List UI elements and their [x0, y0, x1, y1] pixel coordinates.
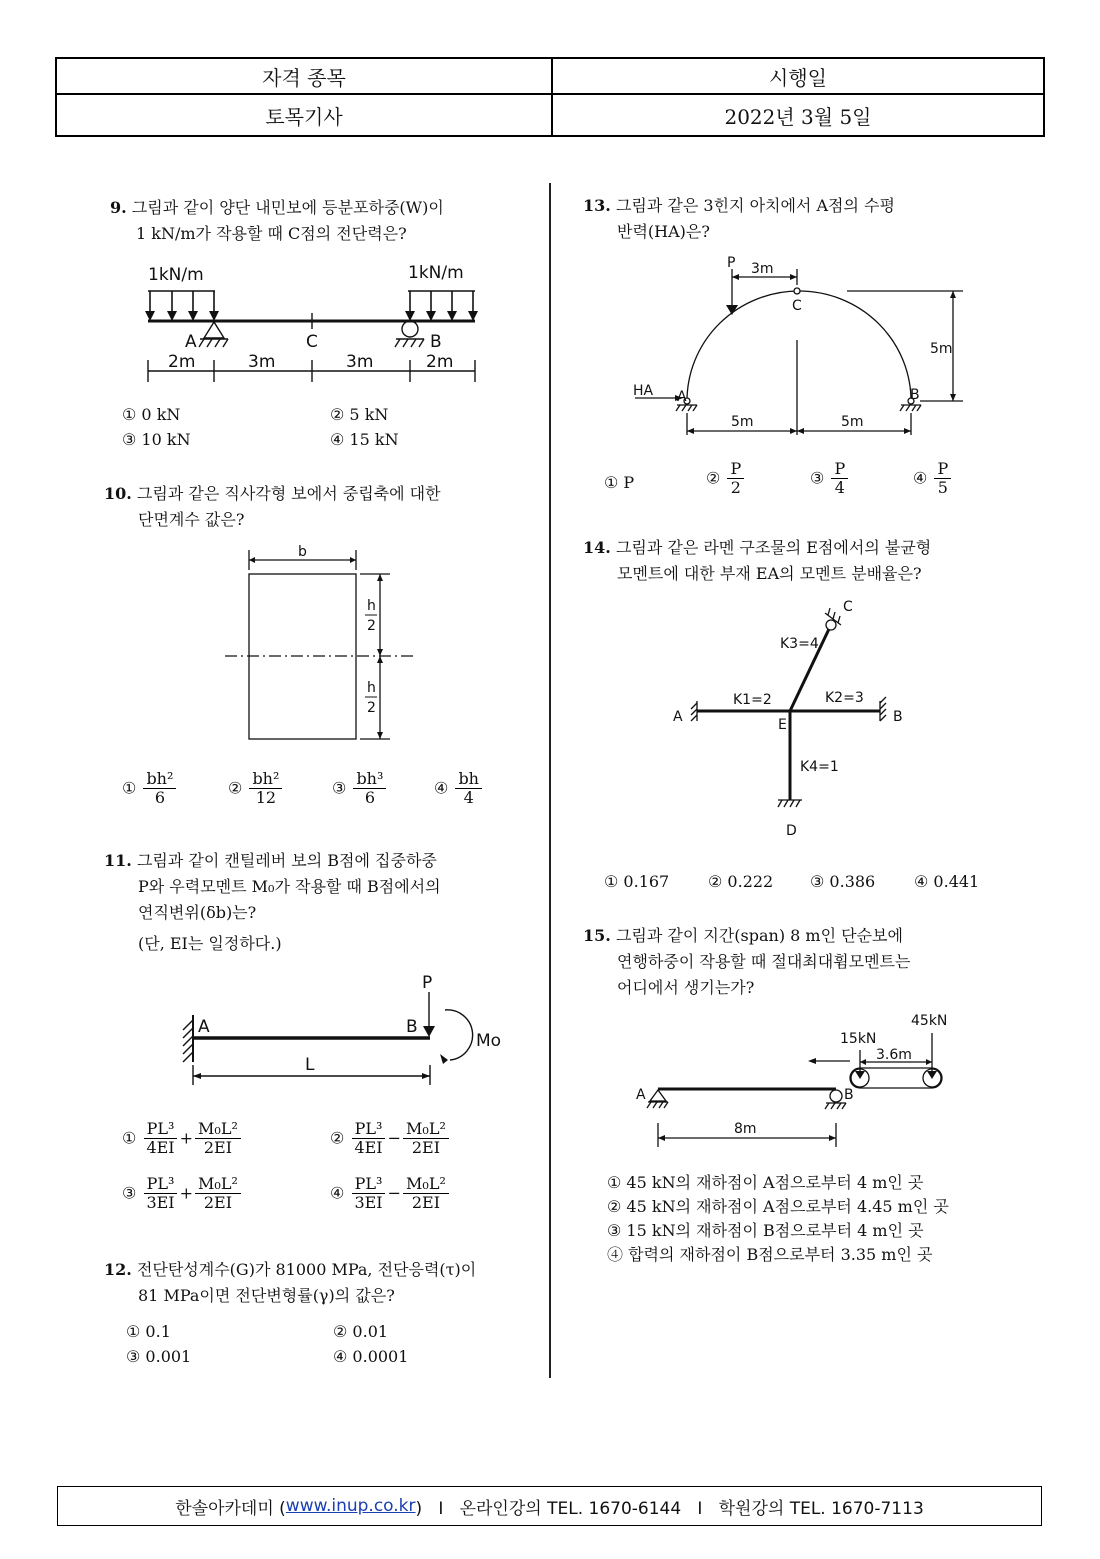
q13-load-p: P — [727, 255, 736, 271]
question-11 — [104, 848, 441, 962]
fraction-numerator: bh³ — [353, 770, 386, 789]
q10-half-height-bottom: h — [367, 680, 376, 696]
q9-option-1[interactable]: ① 0 kN — [122, 405, 181, 424]
q11-point-b: B — [406, 1017, 418, 1037]
q13-figure — [625, 255, 970, 435]
q14-option-2[interactable]: ② 0.222 — [708, 872, 774, 891]
question-10 — [104, 481, 441, 533]
option-mark: ④ — [913, 468, 928, 488]
fraction-numerator: PL³ — [144, 1175, 178, 1194]
q11-length-l: L — [305, 1055, 315, 1075]
operator: + — [179, 1183, 194, 1203]
question-number: 10. — [104, 484, 132, 503]
q14-node-e: E — [778, 717, 787, 733]
fraction-numerator: M₀L² — [195, 1120, 241, 1139]
q14-option-3[interactable]: ③ 0.386 — [810, 872, 876, 891]
option-mark: ③ — [810, 468, 825, 488]
q9-dim-1: 2m — [168, 352, 196, 372]
q11-point-a: A — [198, 1017, 210, 1037]
q14-node-c: C — [843, 599, 853, 615]
fraction-denominator: 4EI — [146, 1138, 175, 1158]
header-label-date: 시행일 — [769, 65, 827, 90]
question-number: 14. — [583, 538, 611, 557]
question-text: 1 kN/m가 작용할 때 C점의 전단력은? — [136, 224, 407, 243]
question-14 — [583, 535, 931, 587]
q14-stiffness-k2: K2=3 — [825, 690, 864, 706]
q14-node-b: B — [893, 709, 903, 725]
q14-option-4[interactable]: ④ 0.441 — [914, 872, 980, 891]
q15-option-1[interactable]: ① 45 kN의 재하점이 A점으로부터 4 m인 곳 — [607, 1173, 924, 1192]
question-text: 그림과 같이 지간(span) 8 m인 단순보에 — [615, 926, 903, 945]
q15-support-a: A — [636, 1087, 646, 1103]
fraction-denominator: 3EI — [354, 1193, 383, 1213]
q14-figure — [665, 595, 915, 840]
fraction-denominator: 3EI — [146, 1193, 175, 1213]
fraction-numerator: M₀L² — [195, 1175, 241, 1194]
fraction-numerator: P — [831, 460, 848, 479]
option-mark: ③ — [122, 1183, 137, 1203]
q15-span: 8m — [734, 1121, 757, 1137]
q13-option-3[interactable] — [810, 460, 850, 498]
q13-support-b: B — [910, 387, 920, 403]
fraction-numerator: bh² — [249, 770, 282, 789]
question-text: 81 MPa이면 전단변형률(γ)의 값은? — [138, 1286, 395, 1305]
footer-brand: 한솔아카데미 ( — [175, 1498, 286, 1519]
fraction-numerator: PL³ — [352, 1175, 386, 1194]
fraction-numerator: PL³ — [352, 1120, 386, 1139]
question-text: 그림과 같은 직사각형 보에서 중립축에 대한 — [136, 484, 441, 503]
q12-option-4[interactable]: ④ 0.0001 — [333, 1347, 409, 1366]
question-text: 반력(HA)은? — [617, 222, 710, 241]
q10-option-3[interactable] — [332, 770, 388, 808]
q11-option-1[interactable] — [122, 1120, 243, 1158]
fraction-denominator: 4 — [463, 788, 474, 808]
q10-half-height-bottom-den: 2 — [367, 700, 376, 716]
question-text: 연직변위(δb)는? — [138, 903, 257, 922]
q13-hinge-c: C — [792, 298, 802, 314]
q9-load-left-label: 1kN/m — [148, 265, 204, 285]
footer-website-link[interactable]: www.inup.co.kr — [285, 1496, 416, 1516]
option-mark: ② — [330, 1128, 345, 1148]
q11-moment-m: Mo — [476, 1031, 502, 1051]
q13-top-dim: 3m — [751, 261, 774, 277]
option-mark: ② — [228, 778, 243, 798]
question-text: P와 우력모멘트 M₀가 작용할 때 B점에서의 — [138, 877, 441, 896]
header-label-subject: 자격 종목 — [262, 65, 346, 90]
header-value-date: 2022년 3월 5일 — [724, 104, 872, 129]
fraction-denominator: 2EI — [203, 1138, 233, 1158]
question-text: 연행하중이 작용할 때 절대최대휨모멘트는 — [617, 952, 911, 971]
q9-point-a: A — [185, 332, 197, 352]
q10-option-2[interactable] — [228, 770, 284, 808]
q15-load-15kn: 15kN — [840, 1031, 877, 1047]
q12-option-1[interactable]: ① 0.1 — [126, 1322, 171, 1341]
fraction-denominator: 2EI — [411, 1138, 441, 1158]
q10-option-1[interactable] — [122, 770, 178, 808]
q15-option-4[interactable]: ④ 합력의 재하점이 B점으로부터 3.35 m인 곳 — [607, 1245, 933, 1264]
q15-option-3[interactable]: ③ 15 kN의 재하점이 B점으로부터 4 m인 곳 — [607, 1221, 924, 1240]
q10-half-height-top-den: 2 — [367, 618, 376, 634]
question-text: 어디에서 생기는가? — [617, 978, 755, 997]
q9-point-b: B — [430, 332, 442, 352]
question-text: 단면계수 값은? — [138, 510, 245, 529]
q9-figure — [130, 255, 500, 390]
q13-reaction-ha: HA — [633, 383, 654, 399]
q14-stiffness-k3: K3=4 — [780, 636, 819, 652]
q9-option-4[interactable]: ④ 15 kN — [330, 430, 399, 449]
q14-stiffness-k4: K4=1 — [800, 759, 839, 775]
fraction-numerator: M₀L² — [403, 1120, 449, 1139]
q9-point-c: C — [306, 332, 318, 352]
q15-figure — [630, 1005, 960, 1150]
fraction-numerator: M₀L² — [403, 1175, 449, 1194]
question-9 — [110, 195, 444, 247]
q10-half-height-top: h — [367, 598, 376, 614]
fraction-denominator: 2EI — [411, 1193, 441, 1213]
fraction-denominator: 4EI — [354, 1138, 383, 1158]
q14-option-1[interactable]: ① 0.167 — [604, 872, 670, 891]
fraction-numerator: bh — [455, 770, 482, 789]
q15-option-2[interactable]: ② 45 kN의 재하점이 A점으로부터 4.45 m인 곳 — [607, 1197, 949, 1216]
question-text: 그림과 같이 캔틸레버 보의 B점에 집중하중 — [136, 851, 437, 870]
question-text: 그림과 같은 라멘 구조물의 E점에서의 불균형 — [615, 538, 932, 557]
header-value-subject: 토목기사 — [265, 104, 343, 129]
question-15 — [583, 923, 910, 1001]
q12-option-3[interactable]: ③ 0.001 — [126, 1347, 192, 1366]
q13-span-left: 5m — [731, 414, 754, 430]
fraction-denominator: 12 — [255, 788, 277, 808]
q15-load-spacing: 3.6m — [876, 1047, 912, 1063]
fraction-denominator: 5 — [937, 478, 948, 498]
q13-option-4[interactable] — [913, 460, 953, 498]
operator: − — [387, 1128, 402, 1148]
question-text: 모멘트에 대한 부재 EA의 모멘트 분배율은? — [617, 564, 922, 583]
question-number: 15. — [583, 926, 611, 945]
q9-option-3[interactable]: ③ 10 kN — [122, 430, 191, 449]
question-number: 11. — [104, 851, 132, 870]
q11-option-4[interactable] — [330, 1175, 451, 1213]
question-text: 그림과 같은 3힌지 아치에서 A점의 수평 — [615, 196, 895, 215]
q14-stiffness-k1: K1=2 — [733, 692, 772, 708]
question-number: 13. — [583, 196, 611, 215]
q9-load-right-label: 1kN/m — [408, 263, 464, 283]
fraction-numerator: P — [934, 460, 951, 479]
question-number: 9. — [110, 198, 127, 217]
fraction-numerator: bh² — [143, 770, 176, 789]
q13-option-2[interactable] — [706, 460, 746, 498]
fraction-denominator: 2 — [730, 478, 741, 498]
column-divider — [549, 183, 551, 1378]
q14-node-a: A — [673, 709, 683, 725]
q13-option-1[interactable]: ① P — [604, 473, 635, 492]
question-12 — [104, 1257, 476, 1309]
fraction-numerator: P — [727, 460, 744, 479]
fraction-numerator: PL³ — [144, 1120, 178, 1139]
q9-dim-2: 3m — [248, 352, 276, 372]
question-number: 12. — [104, 1260, 132, 1279]
option-mark: ① — [122, 778, 137, 798]
q15-load-45kn: 45kN — [911, 1013, 948, 1029]
fraction-denominator: 2EI — [203, 1193, 233, 1213]
q9-dim-4: 2m — [426, 352, 454, 372]
q13-height: 5m — [930, 341, 953, 357]
footer-contact: ) I 온라인강의 TEL. 1670-6144 I 학원강의 TEL. 1670-7113 — [415, 1498, 924, 1519]
option-mark: ④ — [330, 1183, 345, 1203]
q10-width-label: b — [298, 544, 307, 560]
question-13 — [583, 193, 895, 245]
question-text: 전단탄성계수(G)가 81000 MPa, 전단응력(τ)이 — [136, 1260, 477, 1279]
q11-option-3[interactable] — [122, 1175, 243, 1213]
q10-option-4[interactable] — [434, 770, 484, 808]
fraction-denominator: 4 — [834, 478, 845, 498]
operator: − — [387, 1183, 402, 1203]
fraction-denominator: 6 — [154, 788, 166, 808]
q9-option-2[interactable]: ② 5 kN — [330, 405, 389, 424]
q12-option-2[interactable]: ② 0.01 — [333, 1322, 389, 1341]
q13-span-right: 5m — [841, 414, 864, 430]
q11-figure — [170, 970, 520, 1085]
option-mark: ② — [706, 468, 721, 488]
question-text: 그림과 같이 양단 내민보에 등분포하중(W)이 — [131, 198, 444, 217]
q13-support-a: A — [677, 389, 687, 405]
q11-option-2[interactable] — [330, 1120, 451, 1158]
fraction-denominator: 6 — [364, 788, 376, 808]
option-mark: ① — [122, 1128, 137, 1148]
question-note: (단, EI는 일정하다.) — [138, 934, 282, 953]
q15-support-b: B — [844, 1087, 854, 1103]
q11-load-p: P — [422, 973, 433, 993]
option-mark: ③ — [332, 778, 347, 798]
header-table — [55, 57, 1045, 137]
operator: + — [179, 1128, 194, 1148]
q9-dim-3: 3m — [346, 352, 374, 372]
footer-bar — [57, 1486, 1042, 1526]
option-mark: ④ — [434, 778, 449, 798]
q14-node-d: D — [786, 823, 797, 839]
q10-figure — [225, 540, 425, 745]
